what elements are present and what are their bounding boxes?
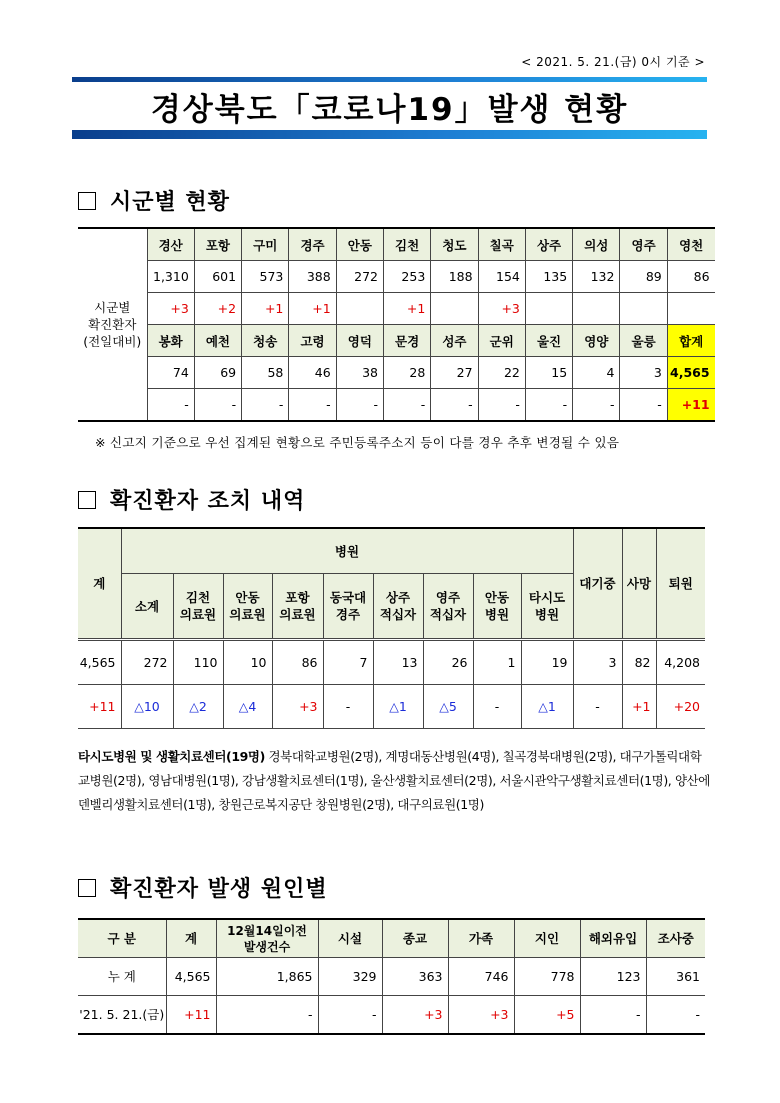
region-count: 27 — [431, 357, 478, 389]
region-name: 성주 — [431, 325, 478, 357]
treatment-change: △4 — [223, 685, 272, 729]
region-change: - — [147, 389, 194, 422]
treatment-change: △10 — [121, 685, 173, 729]
cause-total-cell: 123 — [580, 958, 646, 996]
paragraph-body: 경북대학교병원(2명), 계명대동산병원(4명), 칠곡경북대병원(2명), 대구가톨릭대학교병원(2명), 영남대병원(1명), 강남생활치료센터(1명), 울산생활치료센터(2명), 서울시관악구생활치료센터(1명), 양산에덴벨리생활치료센터(1명), 창원근로복지공단 창원병원(2명), 대구의료원(1명) — [78, 749, 710, 812]
discharge-header: 퇴원 — [656, 528, 705, 640]
treatment-change: +1 — [622, 685, 656, 729]
treatment-value: 26 — [423, 640, 473, 685]
hospital-sub-header: 상주 적십자 — [373, 574, 423, 640]
region-count: 388 — [289, 261, 336, 293]
hospital-sub-header: 안동 병원 — [473, 574, 521, 640]
section2-heading: 확진환자 조치 내역 — [78, 484, 305, 515]
cause-day-cell: - — [216, 996, 318, 1035]
treatment-change: +11 — [78, 685, 121, 729]
treatment-change: △1 — [521, 685, 573, 729]
region-change — [336, 293, 383, 325]
region-change: +2 — [194, 293, 241, 325]
treatment-value: 4,208 — [656, 640, 705, 685]
region-change: +3 — [147, 293, 194, 325]
cause-total-cell: 363 — [382, 958, 448, 996]
region-count: 74 — [147, 357, 194, 389]
region-name: 의성 — [573, 228, 620, 261]
cause-day-cell: '21. 5. 21.(금) — [78, 996, 166, 1035]
cause-table — [78, 918, 705, 1035]
region-name: 영천 — [667, 228, 714, 261]
cause-total-cell: 778 — [514, 958, 580, 996]
treatment-total-header: 계 — [78, 528, 121, 640]
region-count: 58 — [242, 357, 289, 389]
region-count: 38 — [336, 357, 383, 389]
treatment-value: 110 — [173, 640, 223, 685]
hospital-sub-header: 안동 의료원 — [223, 574, 272, 640]
treatment-value: 1 — [473, 640, 521, 685]
treatment-value: 4,565 — [78, 640, 121, 685]
cause-header: 가족 — [448, 919, 514, 958]
region-count: 3 — [620, 357, 667, 389]
death-header: 사망 — [622, 528, 656, 640]
region-note: ※ 신고지 기준으로 우선 집계된 현황으로 주민등록주소지 등이 다를 경우 추후 변경될 수 있음 — [95, 435, 620, 450]
treatment-value: 272 — [121, 640, 173, 685]
region-count: 154 — [478, 261, 525, 293]
hospital-sub-header: 영주 적십자 — [423, 574, 473, 640]
region-table — [78, 227, 715, 422]
cause-header: 지인 — [514, 919, 580, 958]
region-change: +3 — [478, 293, 525, 325]
cause-total-cell: 361 — [646, 958, 705, 996]
region-count: 46 — [289, 357, 336, 389]
treatment-value: 82 — [622, 640, 656, 685]
hospital-sub-header: 포항 의료원 — [272, 574, 323, 640]
region-count: 573 — [242, 261, 289, 293]
region-count: 89 — [620, 261, 667, 293]
region-name: 고령 — [289, 325, 336, 357]
treatment-change: - — [323, 685, 373, 729]
checkbox-square-icon — [78, 879, 96, 897]
treatment-change: △5 — [423, 685, 473, 729]
region-count: 86 — [667, 261, 714, 293]
page-title: 경상북도「코로나19」발생 현황 — [150, 92, 629, 128]
region-name: 칠곡 — [478, 228, 525, 261]
hospital-group-header: 병원 — [121, 528, 573, 574]
cause-header: 종교 — [382, 919, 448, 958]
region-count: 28 — [383, 357, 430, 389]
cause-day-cell: +3 — [382, 996, 448, 1035]
region-count: 135 — [525, 261, 572, 293]
region-count: 272 — [336, 261, 383, 293]
treatment-change: △2 — [173, 685, 223, 729]
waiting-header: 대기중 — [573, 528, 622, 640]
treatment-value: 19 — [521, 640, 573, 685]
hospital-sub-header: 타시도 병원 — [521, 574, 573, 640]
cause-day-cell: - — [646, 996, 705, 1035]
cause-day-cell: +11 — [166, 996, 216, 1035]
region-change — [667, 293, 714, 325]
region-count: 69 — [194, 357, 241, 389]
region-count: 4 — [573, 357, 620, 389]
treatment-value: 7 — [323, 640, 373, 685]
region-name: 울진 — [525, 325, 572, 357]
section1-heading: 시군별 현황 — [78, 185, 230, 216]
checkbox-square-icon — [78, 491, 96, 509]
region-count: 22 — [478, 357, 525, 389]
region-name: 구미 — [242, 228, 289, 261]
title-top-bar — [72, 77, 707, 82]
treatment-change: △1 — [373, 685, 423, 729]
region-count: 132 — [573, 261, 620, 293]
region-count: 1,310 — [147, 261, 194, 293]
region-name: 상주 — [525, 228, 572, 261]
hospital-sub-header: 동국대 경주 — [323, 574, 373, 640]
cause-header: 시설 — [318, 919, 382, 958]
treatment-table — [78, 527, 705, 729]
cause-header: 조사중 — [646, 919, 705, 958]
region-count: 188 — [431, 261, 478, 293]
reference-date: < 2021. 5. 21.(금) 0시 기준 > — [521, 55, 705, 69]
region-change: - — [620, 389, 667, 422]
cause-total-cell: 4,565 — [166, 958, 216, 996]
region-name: 청송 — [242, 325, 289, 357]
region-name: 청도 — [431, 228, 478, 261]
other-hospital-paragraph — [78, 745, 710, 817]
region-change: - — [289, 389, 336, 422]
paragraph-bold-lead: 타시도병원 및 생활치료센터(19명) — [78, 749, 265, 764]
region-name: 영양 — [573, 325, 620, 357]
cause-header: 12월14일이전 발생건수 — [216, 919, 318, 958]
region-change: +11 — [667, 389, 714, 422]
region-change: +1 — [289, 293, 336, 325]
region-name: 합계 — [667, 325, 714, 357]
cause-day-cell: - — [580, 996, 646, 1035]
treatment-value: 86 — [272, 640, 323, 685]
region-count: 15 — [525, 357, 572, 389]
cause-day-cell: - — [318, 996, 382, 1035]
treatment-value: 10 — [223, 640, 272, 685]
region-count: 601 — [194, 261, 241, 293]
region-name: 봉화 — [147, 325, 194, 357]
region-name: 경주 — [289, 228, 336, 261]
title-bottom-bar — [72, 130, 707, 139]
region-change: - — [383, 389, 430, 422]
region-name: 울릉 — [620, 325, 667, 357]
cause-total-cell: 1,865 — [216, 958, 318, 996]
region-name: 영덕 — [336, 325, 383, 357]
region-change — [431, 293, 478, 325]
region-change: - — [478, 389, 525, 422]
region-change: - — [573, 389, 620, 422]
section3-heading: 확진환자 발생 원인별 — [78, 872, 328, 903]
region-change — [525, 293, 572, 325]
region-name: 경산 — [147, 228, 194, 261]
treatment-value: 3 — [573, 640, 622, 685]
hospital-sub-header: 김천 의료원 — [173, 574, 223, 640]
treatment-change: - — [573, 685, 622, 729]
region-count: 253 — [383, 261, 430, 293]
region-change: +1 — [242, 293, 289, 325]
region-change: - — [431, 389, 478, 422]
region-name: 안동 — [336, 228, 383, 261]
region-change: - — [336, 389, 383, 422]
region-change — [573, 293, 620, 325]
treatment-change: - — [473, 685, 521, 729]
cause-day-cell: +3 — [448, 996, 514, 1035]
region-change: - — [242, 389, 289, 422]
region-change — [620, 293, 667, 325]
treatment-value: 13 — [373, 640, 423, 685]
region-name: 예천 — [194, 325, 241, 357]
cause-total-cell: 누 계 — [78, 958, 166, 996]
cause-total-cell: 329 — [318, 958, 382, 996]
cause-header: 해외유입 — [580, 919, 646, 958]
treatment-change: +3 — [272, 685, 323, 729]
checkbox-square-icon — [78, 192, 96, 210]
cause-total-cell: 746 — [448, 958, 514, 996]
region-change: - — [525, 389, 572, 422]
hospital-sub-header: 소계 — [121, 574, 173, 640]
cause-header: 계 — [166, 919, 216, 958]
cause-header: 구 분 — [78, 919, 166, 958]
region-name: 군위 — [478, 325, 525, 357]
region-change: - — [194, 389, 241, 422]
region-name: 문경 — [383, 325, 430, 357]
region-change: +1 — [383, 293, 430, 325]
region-name: 포항 — [194, 228, 241, 261]
region-count: 4,565 — [667, 357, 714, 389]
region-side-label: 시군별 확진환자 (전일대비) — [78, 228, 147, 421]
region-name: 김천 — [383, 228, 430, 261]
region-name: 영주 — [620, 228, 667, 261]
treatment-change: +20 — [656, 685, 705, 729]
cause-day-cell: +5 — [514, 996, 580, 1035]
